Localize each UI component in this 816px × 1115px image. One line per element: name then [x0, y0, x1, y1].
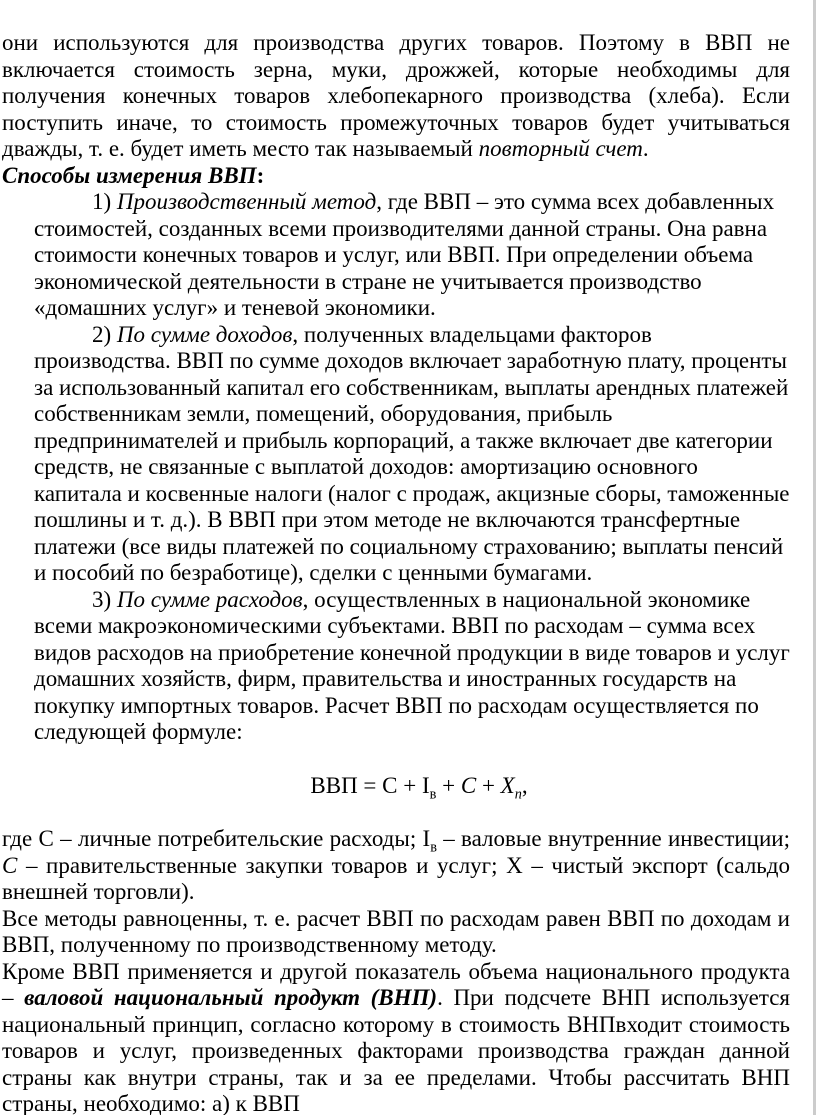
para-formula-legend	[2, 826, 790, 906]
heading-gdp-measurement-methods-run-0: Способы измерения ВВП	[2, 162, 257, 188]
formula-gdp-expenditure-run-3: С	[460, 772, 477, 798]
list-item-2-income-method-run-2: , полученных владельцами факторов производства. ВВП по сумме доходов включает заработную плату, проценты за использованный капитал его собственникам, выплаты арендных платежей собственникам земли, помещений, оборудования, прибыль предпринимателей и прибыль корпораций, а также включает две категории средств, не связанные с выплатой доходов: амортизацию основного капитала и косвенные налоги (налог с продаж, акцизные сборы, таможенные пошлины и т. д.). В ВВП при этом методе не включаются трансфертные платежи (все виды платежей по социальному страхованию; выплаты пенсий и пособий по безработице), сделки с ценными бумагами.	[34, 321, 790, 585]
formula-gdp-expenditure-run-7: ,	[521, 772, 528, 798]
list-item-1-production-method-run-1: Производственный метод	[116, 189, 377, 214]
para-intro-run-1: повторный счет	[478, 136, 643, 161]
list-item-3-expenditure-method-run-2: , осуществленных в национальной экономике всеми макроэкономическими субъектами. ВВП по расходам – сумма всех видов расходов на приобретение конечной продукции в виде товаров и услуг домашних хозяйств, фирм, правительства и иностранных государств на покупку импортных товаров. Расчет ВВП по расходам осуществляется по следующей формуле:	[34, 586, 790, 744]
para-gnp-run-0: Кроме ВВП применяется и другой показатель объема национального продукта –	[2, 958, 790, 1010]
formula-gdp-expenditure-run-2: +	[436, 772, 461, 798]
para-formula-legend-run-4: – правительственные закупки товаров и услуг; Х – чистый экспорт (сальдо внешней торговли).	[2, 852, 790, 904]
para-gnp-run-1: валовой национальный продукт (ВНП)	[24, 985, 438, 1010]
list-item-2-income-method-run-0: 2)	[92, 321, 117, 347]
para-intro-run-0: они используются для производства других товаров. Поэтому в ВВП не включается стоимость зерна, муки, дрожжей, которые необходимы для получения конечных товаров хлебопекарного производства (хлеба). Если поступить иначе, то стоимость промежуточных товаров будет учитываться дважды, т. е. будет иметь место так называемый	[2, 30, 790, 161]
heading-gdp-measurement-methods-run-1: :	[256, 162, 265, 188]
formula-gdp-expenditure-run-6: n	[514, 786, 522, 803]
para-intro	[2, 30, 790, 163]
formula-gdp-expenditure-run-0: ВВП = С + I	[310, 772, 430, 798]
para-gnp-run-2: . При подсчете ВНП используется национальный принцип, согласно которому в стоимость ВНПвходит стоимость товаров и услуг, произведенных факторами производства граждан данной страны как внутри страны, так и за ее пределами. Чтобы рассчитать ВНП страны, необходимо: а) к ВВП	[2, 985, 790, 1115]
para-formula-legend-run-0: где С – личные потребительские расходы; I	[2, 826, 431, 851]
list-item-3-expenditure-method-run-1: По сумме расходов	[116, 586, 303, 612]
para-gnp	[2, 959, 790, 1115]
document-body	[2, 30, 790, 1115]
heading-gdp-measurement-methods	[2, 163, 790, 190]
list-item-1-production-method-run-0: 1)	[92, 189, 117, 214]
formula-gdp-expenditure-run-4: +	[476, 772, 501, 798]
formula-gdp-expenditure	[2, 772, 790, 803]
para-formula-legend-run-1: в	[430, 839, 437, 856]
list-item-3-expenditure-method-run-0: 3)	[92, 586, 117, 612]
list-item-1-production-method-run-2: , где ВВП – это сумма всех добавленных стоимостей, созданных всеми производителями данной страны. Она равна стоимости конечных товаров и услуг, или ВВП. При определении объема экономической деятельности в стране не учитывается производство «домашних услуг» и теневой экономики.	[34, 189, 775, 320]
list-item-2-income-method	[34, 322, 790, 587]
para-formula-legend-run-3: С	[2, 852, 18, 878]
list-item-3-expenditure-method	[34, 587, 790, 746]
list-item-1-production-method	[34, 189, 790, 322]
list-item-2-income-method-run-1: По сумме доходов	[116, 321, 293, 347]
para-methods-equivalence-run-0: Все методы равноценны, т. е. расчет ВВП по расходам равен ВВП по доходам и ВВП, полученному по производственному методу.	[2, 905, 790, 957]
para-formula-legend-run-2: – валовые внутренние инвестиции;	[436, 826, 790, 851]
formula-gdp-expenditure-run-5: Х	[500, 772, 515, 798]
formula-gdp-expenditure-run-1: в	[429, 786, 437, 803]
para-intro-run-2: .	[642, 136, 649, 161]
para-methods-equivalence	[2, 906, 790, 959]
